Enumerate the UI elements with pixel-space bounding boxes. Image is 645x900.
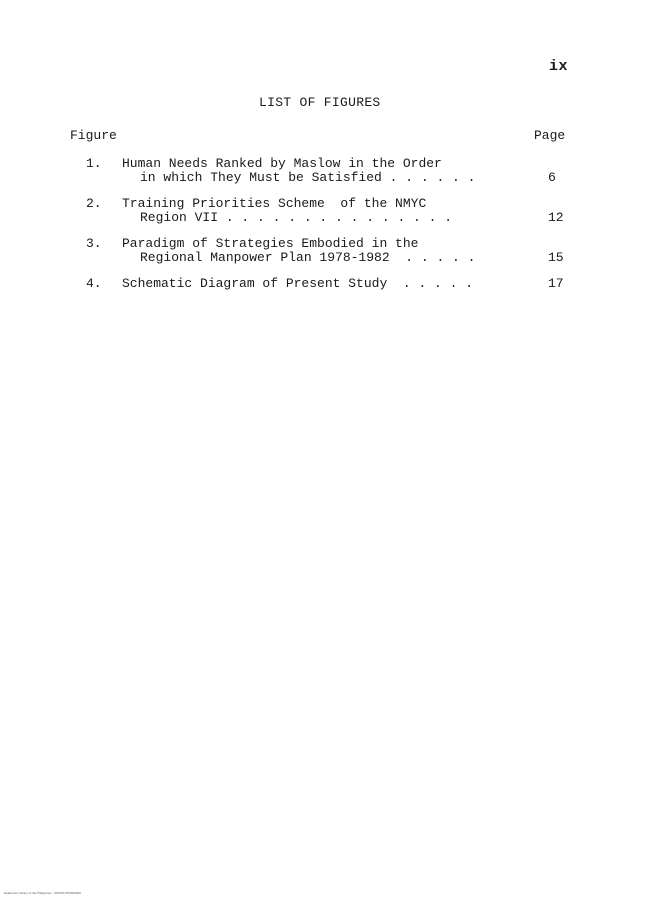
figure-caption-line1: Schematic Diagram of Present Study . . . . . <box>122 276 474 291</box>
figure-page-number: 12 <box>548 210 564 225</box>
figure-caption-line2: in which They Must be Satisfied . . . . . . <box>140 170 476 185</box>
figure-number: 1. <box>86 156 102 171</box>
list-title: LIST OF FIGURES <box>259 95 381 110</box>
figure-entry-2 <box>0 197 645 237</box>
figure-entry-1 <box>0 157 645 197</box>
figure-column-header: Figure <box>70 128 117 143</box>
figure-caption-line2: Region VII . . . . . . . . . . . . . . . <box>140 210 453 225</box>
figure-page-number: 17 <box>548 276 564 291</box>
figure-caption-line1: Paradigm of Strategies Embodied in the <box>122 236 419 251</box>
figure-page-number: 6 <box>548 170 556 185</box>
figure-number: 2. <box>86 196 102 211</box>
figure-caption-line1: Training Priorities Scheme of the NMYC <box>122 196 427 211</box>
figure-caption-line2: Regional Manpower Plan 1978-1982 . . . . . <box>140 250 476 265</box>
page-column-header: Page <box>534 128 566 143</box>
scan-footer: Reference Library of the Philippines · 0070707070020200 · <box>4 891 83 895</box>
page-number: ix <box>549 58 569 75</box>
figure-number: 3. <box>86 236 102 251</box>
figure-entry-4 <box>0 277 645 301</box>
figure-caption-line1: Human Needs Ranked by Maslow in the Order <box>122 156 442 171</box>
figure-list <box>0 157 645 301</box>
figure-entry-3 <box>0 237 645 277</box>
figure-number: 4. <box>86 276 102 291</box>
figure-page-number: 15 <box>548 250 564 265</box>
